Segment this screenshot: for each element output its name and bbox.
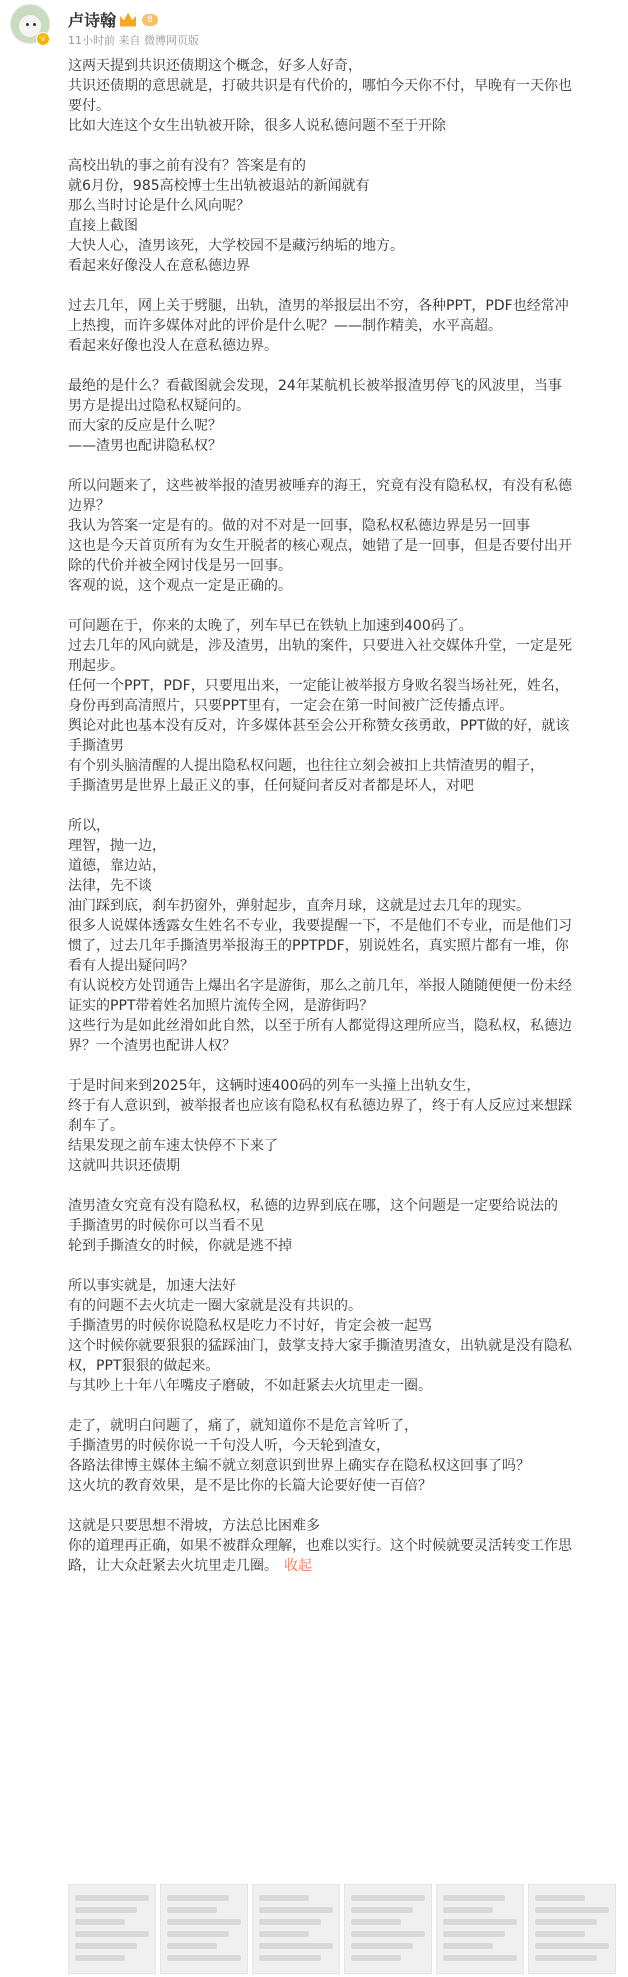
post-text-line: 看有人提出疑问吗？	[68, 958, 194, 974]
post-text-line: 这个时候你就要狠狠的猛踩油门，鼓掌支持大家手撕渣男渣女，出轨就是没有隐私	[68, 1338, 572, 1354]
post-text-line: 各路法律博主媒体主编不就立刻意识到世界上确实存在隐私权这回事了吗？	[68, 1458, 530, 1474]
thumbnail-text-bar	[443, 1919, 517, 1925]
thumbnail-text-bar	[75, 1907, 137, 1913]
post-text-line: 所以事实就是，加速大法好	[68, 1278, 236, 1294]
post-text-line: 有的问题不去火坑走一圈大家就是没有共识的。	[68, 1298, 362, 1314]
post-text-line: 惯了，过去几年手撕渣男举报海王的PPTPDF，别说姓名，真实照片都有一堆，你	[68, 938, 569, 954]
post-text-line: 这些行为是如此丝滑如此自然，以至于所有人都觉得这理所应当，隐私权，私德边	[68, 1018, 572, 1034]
thumbnail-text-bar	[167, 1931, 229, 1937]
post-text-line: 高校出轨的事之前有没有？答案是有的	[68, 158, 306, 174]
post-text-line: 轮到手撕渣女的时候，你就是逃不掉	[68, 1238, 292, 1254]
thumbnail-text-bar	[75, 1919, 125, 1925]
post-text-line: 手撕渣男的时候你说一千句没人听，今天轮到渣女，	[68, 1438, 390, 1454]
post-text-line: 你的道理再正确，如果不被群众理解，也难以实行。这个时候就要灵活转变工作思	[68, 1538, 572, 1554]
thumbnail-text-bar	[535, 1943, 609, 1949]
post-text-line: 所以问题来了，这些被举报的渣男被唾弃的海王，究竟有没有隐私权，有没有私德	[68, 478, 572, 494]
post-text-line: 比如大连这个女生出轨被开除，很多人说私德问题不至于开除	[68, 118, 446, 134]
level-value: 8	[147, 14, 153, 25]
screenshot-thumbnail-1[interactable]	[68, 1884, 156, 1974]
post-text-line: 于是时间来到2025年，这辆时速400码的列车一头撞上出轨女生，	[68, 1078, 481, 1094]
thumbnail-text-bar	[259, 1895, 309, 1901]
thumbnail-text-bar	[443, 1895, 505, 1901]
post-text-line: 刑起步。	[68, 658, 124, 674]
post-text-line: 所以，	[68, 818, 110, 834]
vip-crown-icon	[120, 13, 136, 27]
thumbnail-text-bar	[75, 1931, 149, 1937]
post-text-line: 有个别头脑清醒的人提出隐私权问题，也往往立刻会被扣上共情渣男的帽子，	[68, 758, 544, 774]
thumbnail-text-bar	[351, 1919, 401, 1925]
collapse-link[interactable]: 收起	[284, 1558, 312, 1574]
post-text-line: 而大家的反应是什么呢？	[68, 418, 222, 434]
thumbnail-text-bar	[535, 1907, 609, 1913]
image-thumbnails	[68, 1884, 616, 1974]
thumbnail-text-bar	[535, 1955, 597, 1961]
screenshot-thumbnail-3[interactable]	[252, 1884, 340, 1974]
post-text-line: 道德，靠边站，	[68, 858, 166, 874]
post-text-line	[68, 596, 616, 616]
thumbnail-text-bar	[351, 1955, 401, 1961]
post-text-line: 界？一个渣男也配讲人权？	[68, 1038, 236, 1054]
author-row	[68, 8, 158, 31]
post-text-line: 手撕渣男	[68, 738, 124, 754]
post-text-line: 理智，抛一边，	[68, 838, 166, 854]
thumbnail-text-bar	[535, 1919, 597, 1925]
post-text-line: 这也是今天首页所有为女生开脱者的核心观点，她错了是一回事，但是否要付出开	[68, 538, 572, 554]
thumbnail-text-bar	[75, 1943, 137, 1949]
post-time[interactable]: 11小时前	[68, 34, 115, 47]
post-text-line: ——渣男也配讲隐私权？	[68, 438, 222, 454]
post-text-line: 直接上截图	[68, 218, 138, 234]
thumbnail-text-bar	[167, 1955, 241, 1961]
post-source: 来自 微博网页版	[118, 34, 199, 47]
thumbnail-text-bar	[75, 1955, 125, 1961]
post-content	[68, 56, 616, 1576]
post-meta	[68, 32, 199, 48]
post-text-line: 权，PPT狠狠的做起来。	[68, 1358, 220, 1374]
post-text-line: 证实的PPT带着姓名加照片流传全网，是游街吗？	[68, 998, 374, 1014]
post-text-line	[68, 1056, 616, 1076]
post-text-line	[68, 1256, 616, 1276]
post-text-line: 看起来好像也没人在意私德边界。	[68, 338, 278, 354]
post-text-line: 走了，就明白问题了，痛了，就知道你不是危言耸听了，	[68, 1418, 418, 1434]
post-text-line	[68, 276, 616, 296]
screenshot-thumbnail-2[interactable]	[160, 1884, 248, 1974]
post-text-line	[68, 456, 616, 476]
thumbnail-text-bar	[443, 1907, 493, 1913]
level-badge	[142, 14, 158, 26]
post-text-line	[68, 1176, 616, 1196]
thumbnail-text-bar	[351, 1907, 413, 1913]
post-text-line: 可问题在于，你来的太晚了，列车早已在铁轨上加速到400码了。	[68, 618, 473, 634]
post-text-line: 这两天提到共识还债期这个概念，好多人好奇，	[68, 58, 362, 74]
post-text-line: 男方是提出过隐私权疑问的。	[68, 398, 250, 414]
thumbnail-text-bar	[535, 1931, 585, 1937]
thumbnail-text-bar	[535, 1895, 585, 1901]
thumbnail-text-bar	[351, 1895, 425, 1901]
post-text-line: 手撕渣男是世界上最正义的事，任何疑问者反对者都是坏人，对吧	[68, 778, 474, 794]
post-text-line	[68, 356, 616, 376]
post-text-line: 我认为答案一定是有的。做的对不对是一回事，隐私权私德边界是另一回事	[68, 518, 530, 534]
post-text-line	[68, 796, 616, 816]
screenshot-thumbnail-6[interactable]	[528, 1884, 616, 1974]
post-text-line: 大快人心，渣男该死，大学校园不是藏污纳垢的地方。	[68, 238, 404, 254]
post-text-line: 上热搜，而许多媒体对此的评价是什么呢？——制作精美，水平高超。	[68, 318, 502, 334]
post-text-line: 看起来好像没人在意私德边界	[68, 258, 250, 274]
post-text-line: 手撕渣男的时候你说隐私权是吃力不讨好，肯定会被一起骂	[68, 1318, 432, 1334]
thumbnail-text-bar	[167, 1907, 217, 1913]
post-text-line: 除的代价并被全网讨伐是另一回事。	[68, 558, 292, 574]
screenshot-thumbnail-4[interactable]	[344, 1884, 432, 1974]
post-text-line: 共识还债期的意思就是，打破共识是有代价的，哪怕今天你不付，早晚有一天你也	[68, 78, 572, 94]
post-text-line: 要付。	[68, 98, 110, 114]
thumbnail-text-bar	[259, 1931, 309, 1937]
thumbnail-text-bar	[443, 1943, 493, 1949]
avatar-eye	[33, 23, 36, 26]
post-text-line: 结果发现之前车速太快停不下来了	[68, 1138, 278, 1154]
thumbnail-text-bar	[259, 1943, 333, 1949]
post-text-line: 边界？	[68, 498, 110, 514]
post-text-line: 过去几年的风向就是，涉及渣男，出轨的案件，只要进入社交媒体升堂，一定是死	[68, 638, 572, 654]
thumbnail-text-bar	[351, 1931, 425, 1937]
post-header	[0, 0, 628, 56]
post-text-line: 这就是只要思想不滑坡，方法总比困难多	[68, 1518, 320, 1534]
post-text-line: 过去几年，网上关于劈腿，出轨，渣男的举报层出不穷，各种PPT，PDF也经常冲	[68, 298, 569, 314]
post-text-line: 这火坑的教育效果，是不是比你的长篇大论要好使一百倍？	[68, 1478, 432, 1494]
post-text-line: 手撕渣男的时候你可以当看不见	[68, 1218, 264, 1234]
thumbnail-text-bar	[167, 1943, 217, 1949]
post-text-line: 法律，先不谈	[68, 878, 152, 894]
post-text-line	[68, 1496, 616, 1516]
thumbnail-text-bar	[259, 1955, 321, 1961]
thumbnail-text-bar	[443, 1955, 517, 1961]
thumbnail-text-bar	[443, 1931, 505, 1937]
post-text-line: 很多人说媒体透露女生姓名不专业，我要提醒一下，不是他们不专业，而是他们习	[68, 918, 572, 934]
post-text-line: 终于有人意识到，被举报者也应该有隐私权有私德边界了，终于有人反应过来想踩	[68, 1098, 572, 1114]
post-text-line: 有认说校方处罚通告上爆出名字是游街，那么之前几年，举报人随随便便一份未经	[68, 978, 572, 994]
post-text-line: 身份再到高清照片，只要PPT里有，一定会在第一时间被广泛传播点评。	[68, 698, 514, 714]
post-text-line: 刹车了。	[68, 1118, 124, 1134]
post-text-line: 客观的说，这个观点一定是正确的。	[68, 578, 292, 594]
post-text-line: 那么当时讨论是什么风向呢？	[68, 198, 250, 214]
post-text-line: 与其吵上十年八年嘴皮子磨破，不如赶紧去火坑里走一圈。	[68, 1378, 432, 1394]
post-text-line	[68, 136, 616, 156]
post-text-line: 最绝的是什么？看截图就会发现，24年某航机长被举报渣男停飞的风波里，当事	[68, 378, 562, 394]
thumbnail-text-bar	[259, 1907, 333, 1913]
post-text-line: 油门踩到底，刹车扔窗外，弹射起步，直奔月球，这就是过去几年的现实。	[68, 898, 530, 914]
post-text-line: 路，让大众赶紧去火坑里走几圈。 收起	[68, 1558, 312, 1574]
post-text-line: 这就叫共识还债期	[68, 1158, 180, 1174]
post-text-line: 就6月份，985高校博士生出轨被退站的新闻就有	[68, 178, 370, 194]
post-text-line: 任何一个PPT，PDF，只要甩出来，一定能让被举报方身败名裂当场社死，姓名，	[68, 678, 569, 694]
verified-icon: v	[36, 32, 50, 46]
screenshot-thumbnail-5[interactable]	[436, 1884, 524, 1974]
thumbnail-text-bar	[167, 1895, 229, 1901]
post-text-line: 舆论对此也基本没有反对，许多媒体甚至会公开称赞女孩勇敢，PPT做的好，就该	[68, 718, 570, 734]
author-name[interactable]: 卢诗翰	[68, 11, 117, 30]
post-text-line	[68, 1396, 616, 1416]
thumbnail-text-bar	[167, 1919, 241, 1925]
avatar-eye	[26, 23, 29, 26]
thumbnail-text-bar	[75, 1895, 149, 1901]
post-text-line: 渣男渣女究竟有没有隐私权，私德的边界到底在哪，这个问题是一定要给说法的	[68, 1198, 558, 1214]
thumbnail-text-bar	[259, 1919, 321, 1925]
thumbnail-text-bar	[351, 1943, 413, 1949]
